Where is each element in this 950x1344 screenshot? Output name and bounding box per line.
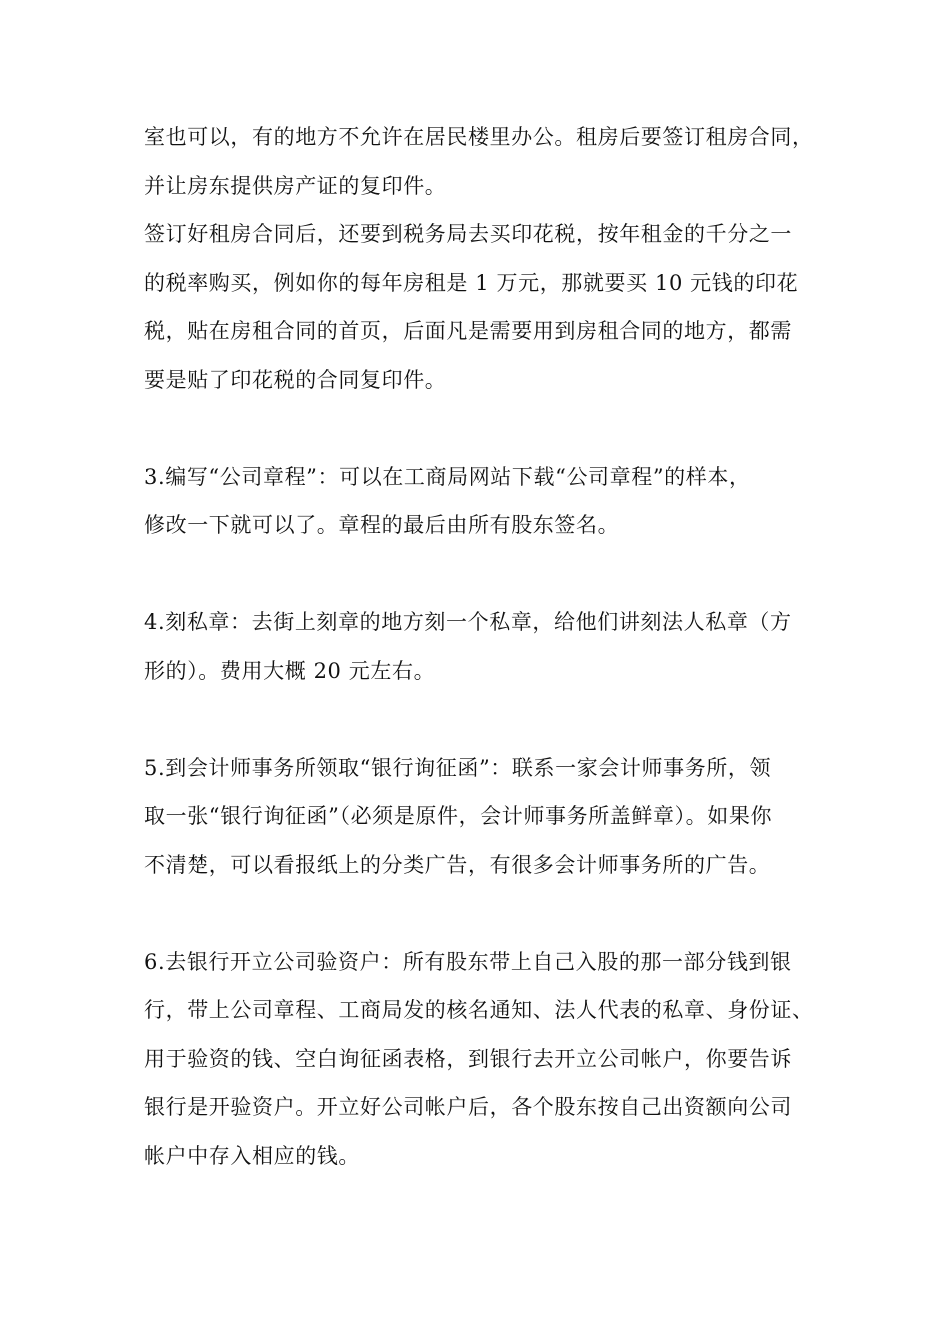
text-line: 修改一下就可以了。章程的最后由所有股东签名。 bbox=[144, 513, 620, 537]
text-line: 不清楚，可以看报纸上的分类广告，有很多会计师事务所的广告。 bbox=[144, 852, 771, 877]
document-body bbox=[144, 113, 814, 1180]
paragraph-gap bbox=[144, 404, 809, 453]
text-line: 形的）。费用大概 20 元左右。 bbox=[144, 658, 436, 683]
text-line: 并让房东提供房产证的复印件。 bbox=[144, 173, 447, 198]
text-line: 的税率购买，例如你的每年房租是 1 万元，那就要买 10 元钱的印花 bbox=[144, 270, 799, 295]
text-line: 4.刻私章：去街上刻章的地方刻一个私章，给他们讲刻法人私章（方 bbox=[144, 610, 792, 634]
text-line: 行，带上公司章程、工商局发的核名通知、法人代表的私章、身份证、 bbox=[144, 998, 814, 1022]
text-line: 银行是开验资户。开立好公司帐户后，各个股东按自己出资额向公司 bbox=[144, 1095, 792, 1119]
paragraph-gap bbox=[144, 695, 809, 744]
paragraph-gap bbox=[144, 889, 809, 938]
text-line: 5.到会计师事务所领取“银行询征函”：联系一家会计师事务所，领 bbox=[144, 755, 772, 780]
text-line: 3.编写“公司章程”：可以在工商局网站下载“公司章程”的样本， bbox=[144, 464, 751, 489]
paragraph-office-rental bbox=[144, 113, 814, 210]
text-line: 6.去银行开立公司验资户：所有股东带上自己入股的那一部分钱到银 bbox=[144, 949, 792, 974]
text-line: 帐户中存入相应的钱。 bbox=[144, 1143, 360, 1168]
paragraph-step-5 bbox=[144, 744, 809, 890]
paragraph-gap bbox=[144, 550, 809, 599]
paragraph-step-4 bbox=[144, 598, 809, 695]
paragraph-stamp-tax bbox=[144, 210, 809, 404]
text-line: 税，贴在房租合同的首页，后面凡是需要用到房租合同的地方，都需 bbox=[144, 319, 792, 343]
text-line: 室也可以，有的地方不允许在居民楼里办公。租房后要签订租房合同， bbox=[144, 125, 814, 149]
paragraph-step-3 bbox=[144, 453, 809, 550]
text-line: 用于验资的钱、空白询征函表格，到银行去开立公司帐户，你要告诉 bbox=[144, 1046, 792, 1071]
text-line: 签订好租房合同后，还要到税务局去买印花税，按年租金的千分之一 bbox=[144, 222, 792, 246]
text-line: 要是贴了印花税的合同复印件。 bbox=[144, 367, 447, 392]
paragraph-step-6 bbox=[144, 938, 814, 1181]
text-line: 取一张“银行询征函”（必须是原件，会计师事务所盖鲜章）。如果你 bbox=[144, 804, 773, 828]
